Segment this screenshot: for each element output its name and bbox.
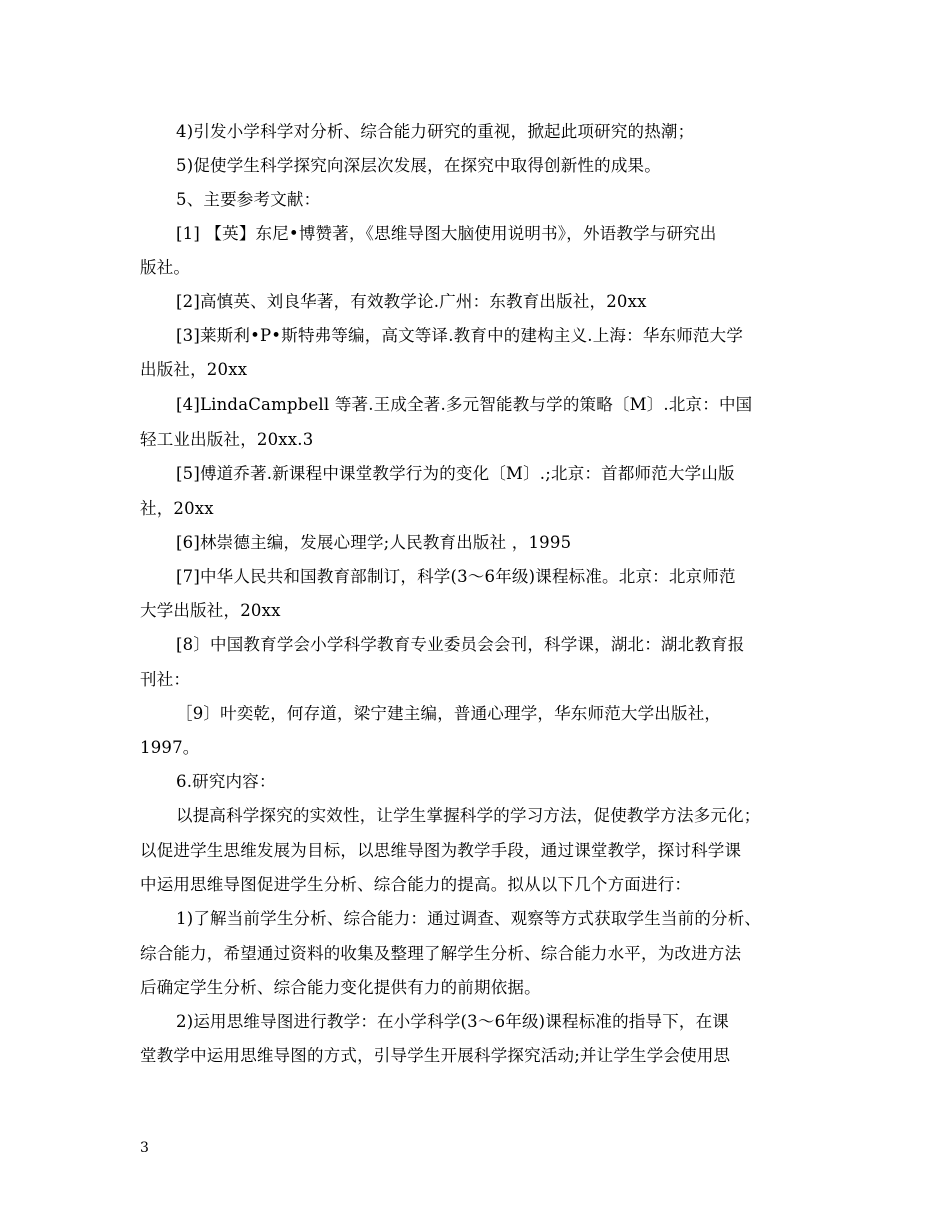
paragraph-line: 1)了解当前学生分析、综合能力：通过调查、观察等方式获取学生当前的分析、 <box>176 909 762 928</box>
reference-item: ［9〕叶奕乾，何存道，梁宁建主编，普通心理学，华东师范大学出版社， <box>176 704 722 723</box>
text-line: 4)引发小学科学对分析、综合能力研究的重视，掀起此项研究的热潮； <box>176 122 695 141</box>
reference-item: [1] 【英】东尼•博赞著，《思维导图大脑使用说明书》，外语教学与研究出 <box>176 224 717 243</box>
reference-item-continuation: 1997。 <box>140 738 200 757</box>
paragraph-line: 以促进学生思维发展为目标，以思维导图为教学手段，通过课堂教学，探讨科学课 <box>140 841 742 860</box>
text-line: 5)促使学生科学探究向深层次发展，在探究中取得创新性的成果。 <box>176 156 661 175</box>
reference-item-continuation: 大学出版社，20xx <box>140 601 281 620</box>
paragraph-line: 后确定学生分析、综合能力变化提供有力的前期依据。 <box>140 978 541 997</box>
paragraph-line: 2)运用思维导图进行教学：在小学科学(3～6年级)课程标准的指导下，在课 <box>176 1012 730 1031</box>
reference-item-continuation: 版社。 <box>140 258 191 277</box>
reference-item-continuation: 轻工业出版社，20xx.3 <box>140 430 314 449</box>
reference-item: [8〕中国教育学会小学科学教育专业委员会会刊，科学课，湖北：湖北教育报 <box>176 635 745 654</box>
reference-item-continuation: 出版社，20xx <box>140 360 248 379</box>
reference-item-continuation: 社，20xx <box>140 499 214 518</box>
reference-item: [4]LindaCampbell 等著.王成全著.多元智能教与学的策略〔M〕.北京：中国 <box>176 395 753 414</box>
reference-item: [5]傅道乔著.新课程中课堂教学行为的变化〔M〕.;北京：首都师范大学山版 <box>176 464 735 483</box>
paragraph-line: 综合能力，希望通过资料的收集及整理了解学生分析、综合能力水平，为改进方法 <box>140 944 742 963</box>
reference-item: [2]高慎英、刘良华著，有效教学论.广州：东教育出版社，20xx <box>176 292 647 311</box>
paragraph-line: 以提高科学探究的实效性，让学生掌握科学的学习方法，促使教学方法多元化； <box>176 806 761 825</box>
paragraph-line: 中运用思维导图促进学生分析、综合能力的提高。拟从以下几个方面进行： <box>140 875 692 894</box>
reference-item: [6]林崇德主编，发展心理学;人民教育出版社 ，1995 <box>176 533 572 552</box>
section-heading: 5、主要参考文献： <box>176 190 321 209</box>
page-number: 3 <box>140 1140 149 1156</box>
paragraph-line: 堂教学中运用思维导图的方式，引导学生开展科学探究活动;并让学生学会使用思 <box>140 1046 731 1065</box>
reference-item: [7]中华人民共和国教育部制订，科学(3～6年级)课程标准。北京：北京师范 <box>176 567 736 586</box>
section-heading: 6.研究内容： <box>176 772 276 791</box>
reference-item: [3]莱斯利•P•斯特弗等编，高文等译.教育中的建构主义.上海：华东师范大学 <box>176 326 744 345</box>
reference-item-continuation: 刊社： <box>140 670 191 689</box>
